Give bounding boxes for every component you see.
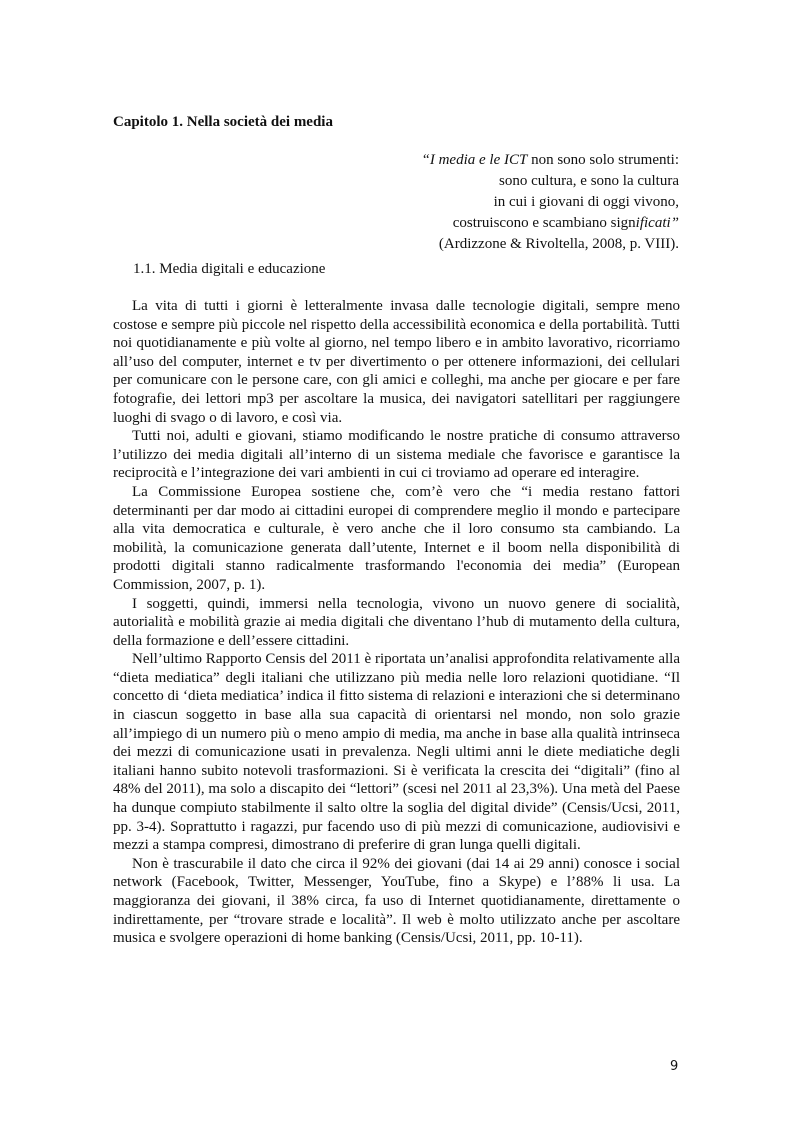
epigraph-line-2: sono cultura, e sono la cultura	[499, 173, 679, 189]
epigraph-quote	[422, 150, 680, 255]
epigraph-italic-text: ificati”	[635, 215, 679, 231]
body-text	[113, 297, 680, 948]
paragraph: I soggetti, quindi, immersi nella tecnologia, vivono un nuovo genere di socialità, autorialità e mobilità grazie ai media digitali che diventano l’hub di mutamento della cultura, della formazione e dell’essere cittadini.	[113, 595, 680, 649]
paragraph: Tutti noi, adulti e giovani, stiamo modificando le nostre pratiche di consumo attraverso l’utilizzo dei media digitali all’interno di un sistema mediale che favorisce e garantisce la reciprocità e l’integrazione dei vari ambienti in cui ci troviamo ad operare ed interagire.	[113, 428, 680, 482]
paragraph: Non è trascurabile il dato che circa il 92% dei giovani (dai 14 ai 29 anni) conosce i social network (Facebook, Twitter, Messenger, YouTube, fino a Skype) e l’88% li usa. La maggioranza dei giovani, il 38% circa, fa uso di Internet quotidianamente, direttamente o indirettamente, per “trovare strade e località”. Il web è molto utilizzato anche per ascoltare musica e svolgere operazioni di home banking (Censis/Ucsi, 2011, pp. 10-11).	[113, 855, 680, 947]
epigraph-text: non sono solo strumenti:	[527, 152, 679, 168]
chapter-title: Capitolo 1. Nella società dei media	[113, 114, 333, 130]
paragraph: La Commissione Europea sostiene che, com’è vero che “i media restano fattori determinanti per dar modo ai cittadini europei di comprendere meglio il mondo e partecipare alla vita democratica e culturale, è vero anche che il loro consumo sta cambiando. La mobilità, la comunicazione generata dall’utente, Internet e il boom nella disponibilità di prodotti digitali stanno radicalmente trasformando l'economia dei media” (European Commission, 2007, p. 1).	[113, 483, 680, 593]
paragraph: Nell’ultimo Rapporto Censis del 2011 è riportata un’analisi approfondita relativamente alla “dieta mediatica” degli italiani che utilizzano più media nelle loro relazioni quotidiane. “Il concetto di ‘dieta mediatica’ indica il fitto sistema di relazioni e interazioni che si determinano in ciascun soggetto in base alla sua capacità di orientarsi nel mondo, non solo grazie all’impiego di un numero più o meno ampio di media, ma anche in base alla qualità intrinseca dei mezzi di comunicazione usati in prevalenza. Negli ultimi anni le diete mediatiche degli italiani hanno subito notevoli trasformazioni. Si è verificata la crescita dei “digitali” (fino al 48% del 2011), ma solo a discapito dei “lettori” (scesi nel 2011 al 23,3%). Una metà del Paese ha dunque compiuto stabilmente il salto oltre la soglia del digital divide” (Censis/Ucsi, 2011, pp. 3-4). Soprattutto i ragazzi, pur facendo uso di più mezzi di comunicazione, audiovisivi e mezzi a stampa compresi, dimostrano di preferire di gran lunga quelli digitali.	[113, 651, 681, 854]
epigraph-italic-text: “I media e le ICT	[421, 152, 528, 168]
epigraph-text: costruiscono e scambiano sign	[452, 215, 636, 231]
page-number: 9	[670, 1059, 679, 1074]
section-heading: 1.1. Media digitali e educazione	[133, 261, 326, 277]
epigraph-line-1	[422, 150, 680, 171]
epigraph-citation: (Ardizzone & Rivoltella, 2008, p. VIII).	[438, 236, 679, 252]
paragraph: La vita di tutti i giorni è letteralmente invasa dalle tecnologie digitali, sempre meno costose e sempre più piccole nel rispetto della accessibilità economica e della portabilità. Tutti noi quotidianamente e più volte al giorno, nel tempo libero e in ambito lavorativo, ricorriamo all’uso del computer, internet e tv per divertimento o per ottenere informazioni, dei cellulari per comunicare con le persone care, con gli amici e colleghi, ma anche per giocare e per fare fotografie, dei lettori mp3 per ascoltare la musica, dei navigatori satellitari per raggiungere luoghi di svago o di lavoro, e così via.	[113, 298, 680, 426]
epigraph-line-3: in cui i giovani di oggi vivono,	[493, 194, 679, 210]
epigraph-line-4	[422, 213, 680, 234]
